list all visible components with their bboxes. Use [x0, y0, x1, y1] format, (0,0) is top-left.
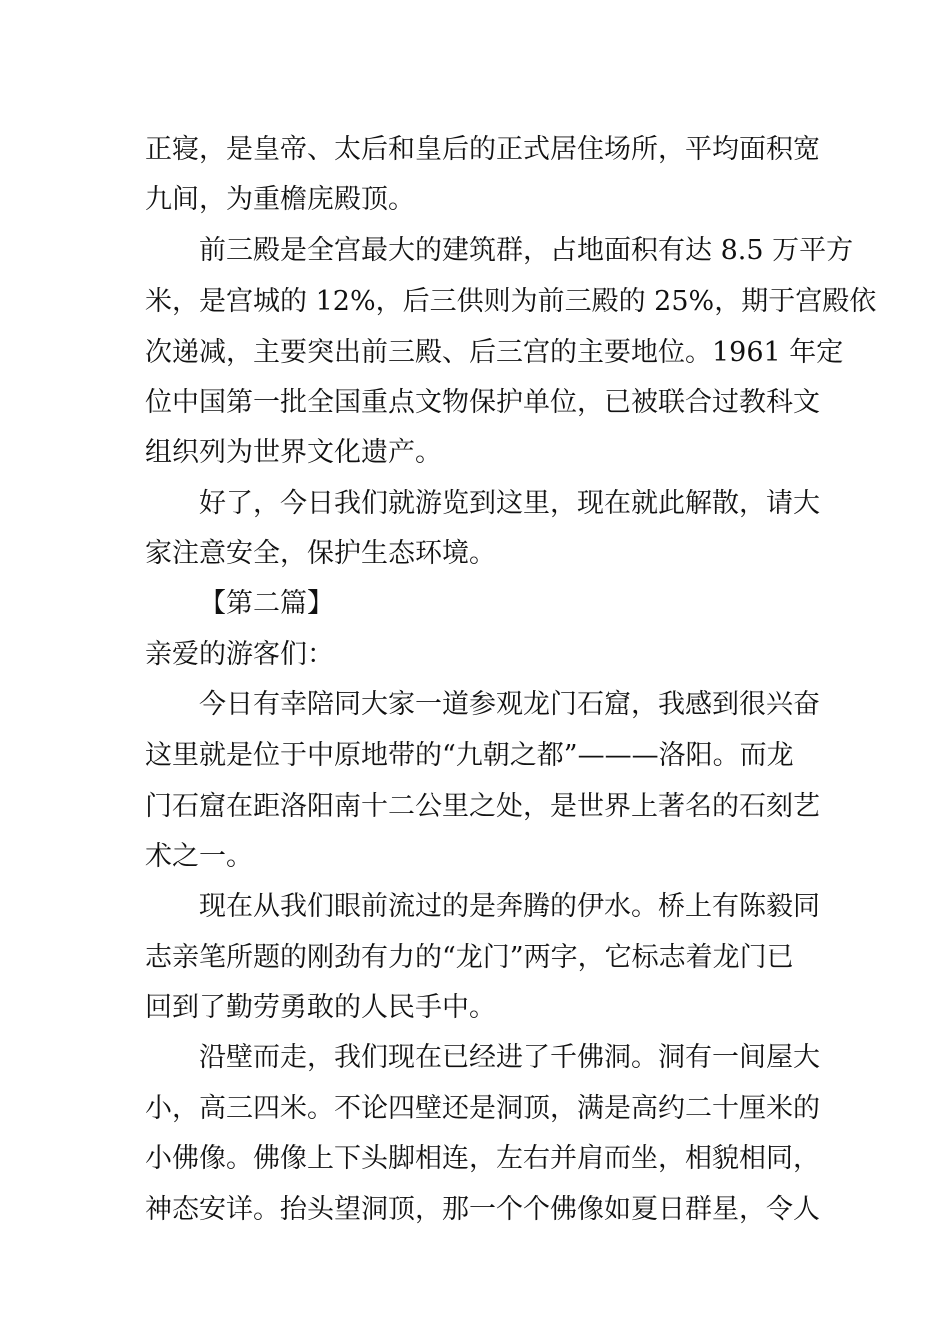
text-line: 这里就是位于中原地带的“九朝之都”———洛阳。而龙 [145, 740, 794, 771]
paragraph-start-line: 好了，今日我们就游览到这里，现在就此解散，请大 [199, 488, 820, 519]
text-line: 米，是宫城的 12%，后三供则为前三殿的 25%，期于宫殿依 [145, 286, 877, 317]
paragraph-start-line: 今日有幸陪同大家一道参观龙门石窟，我感到很兴奋 [199, 689, 820, 720]
paragraph-start-line: 现在从我们眼前流过的是奔腾的伊水。桥上有陈毅同 [199, 891, 820, 922]
text-line: 九间，为重檐庑殿顶。 [145, 184, 415, 215]
text-line: 小，高三四米。不论四壁还是洞顶，满是高约二十厘米的 [145, 1093, 820, 1124]
text-line: 小佛像。佛像上下头脚相连，左右并肩而坐，相貌相同， [145, 1143, 820, 1174]
text-line: 术之一。 [145, 841, 253, 872]
text-line: 组织列为世界文化遗产。 [145, 437, 442, 468]
section-heading: 【第二篇】 [199, 588, 334, 619]
text-line: 正寝，是皇帝、太后和皇后的正式居住场所，平均面积宽 [145, 134, 820, 165]
text-line: 位中国第一批全国重点文物保护单位，已被联合过教科文 [145, 387, 820, 418]
salutation-line: 亲爱的游客们： [145, 639, 334, 670]
text-line: 神态安详。抬头望洞顶，那一个个佛像如夏日群星，令人 [145, 1194, 820, 1225]
text-line: 志亲笔所题的刚劲有力的“龙门”两字，它标志着龙门已 [145, 942, 794, 973]
paragraph-start-line: 前三殿是全宫最大的建筑群，占地面积有达 8.5 万平方 [199, 235, 854, 266]
text-line: 次递减，主要突出前三殿、后三宫的主要地位。1961 年定 [145, 337, 844, 368]
text-line: 门石窟在距洛阳南十二公里之处，是世界上著名的石刻艺 [145, 791, 820, 822]
text-line: 回到了勤劳勇敢的人民手中。 [145, 992, 496, 1023]
paragraph-start-line: 沿壁而走，我们现在已经进了千佛洞。洞有一间屋大 [199, 1042, 820, 1073]
text-line: 家注意安全，保护生态环境。 [145, 538, 496, 569]
